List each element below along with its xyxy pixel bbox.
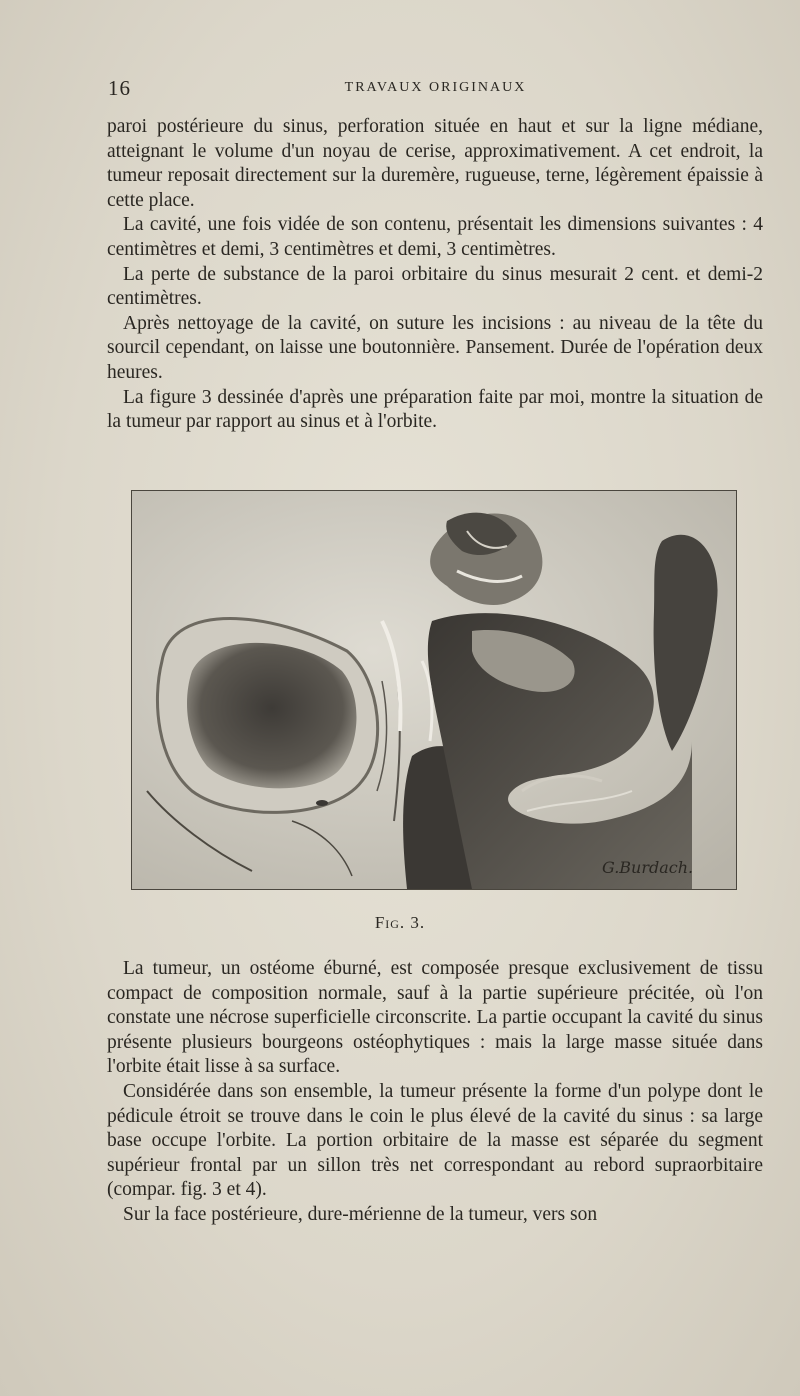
page-number: 16 — [108, 76, 131, 100]
illustrator-signature: G.Burdach. — [602, 858, 694, 877]
paragraph: Après nettoyage de la cavité, on suture les incisions : au niveau de la tête du sourcil cependant, on laisse une boutonnière. Pansement. Durée de l'opération deux heures. — [107, 312, 763, 383]
paragraph: La tumeur, un ostéome éburné, est composée presque exclusivement de tissu compact de composition normale, sauf à la partie supérieure précitée, où l'on constate une nécrose superficielle circonscrite. La partie occupant la cavité du sinus présente plusieurs bourgeons ostéophytiques : mais la large masse située dans l'orbite était lisse à sa surface. — [107, 958, 763, 1078]
paragraph: Sur la face postérieure, dure-mérienne de la tumeur, vers son — [123, 1203, 598, 1225]
paragraph: paroi postérieure du sinus, perforation située en haut et sur la ligne médiane, atteignant le volume d'un noyau de cerise, approximativement. A cet endroit, la tumeur reposait directement sur la duremère, rugueuse, terne, légèrement épaissie à cette place. — [107, 116, 763, 211]
paragraph: La cavité, une fois vidée de son contenu, présentait les dimensions suivantes : 4 centimètres et demi, 3 centimètres et demi, 3 centimètres. — [107, 214, 763, 260]
paragraph: La figure 3 dessinée d'après une préparation faite par moi, montre la situation de la tumeur par rapport au sinus et à l'orbite. — [107, 386, 763, 433]
paragraph: Considérée dans son ensemble, la tumeur présente la forme d'un polype dont le pédicule étroit se trouve dans le coin le plus élevé de la cavité du sinus : sa large base occupe l'orbite. La portion orbitaire de la masse est séparée du segment supérieur frontal par un sillon très net correspondant au rebord supraorbitaire (compar. fig. 3 et 4). — [107, 1080, 763, 1201]
figure-caption-text: Fig. 3. — [374, 913, 426, 932]
anatomical-drawing — [132, 491, 736, 889]
page-header — [108, 76, 763, 106]
text-before-figure — [107, 115, 763, 435]
text-after-figure — [107, 957, 763, 1228]
paragraph: La perte de substance de la paroi orbitaire du sinus mesurait 2 cent. et demi-2 centimètres. — [107, 263, 763, 310]
running-head: TRAVAUX ORIGINAUX — [344, 80, 527, 95]
figure-caption — [0, 913, 800, 933]
figure-illustration — [131, 490, 737, 890]
